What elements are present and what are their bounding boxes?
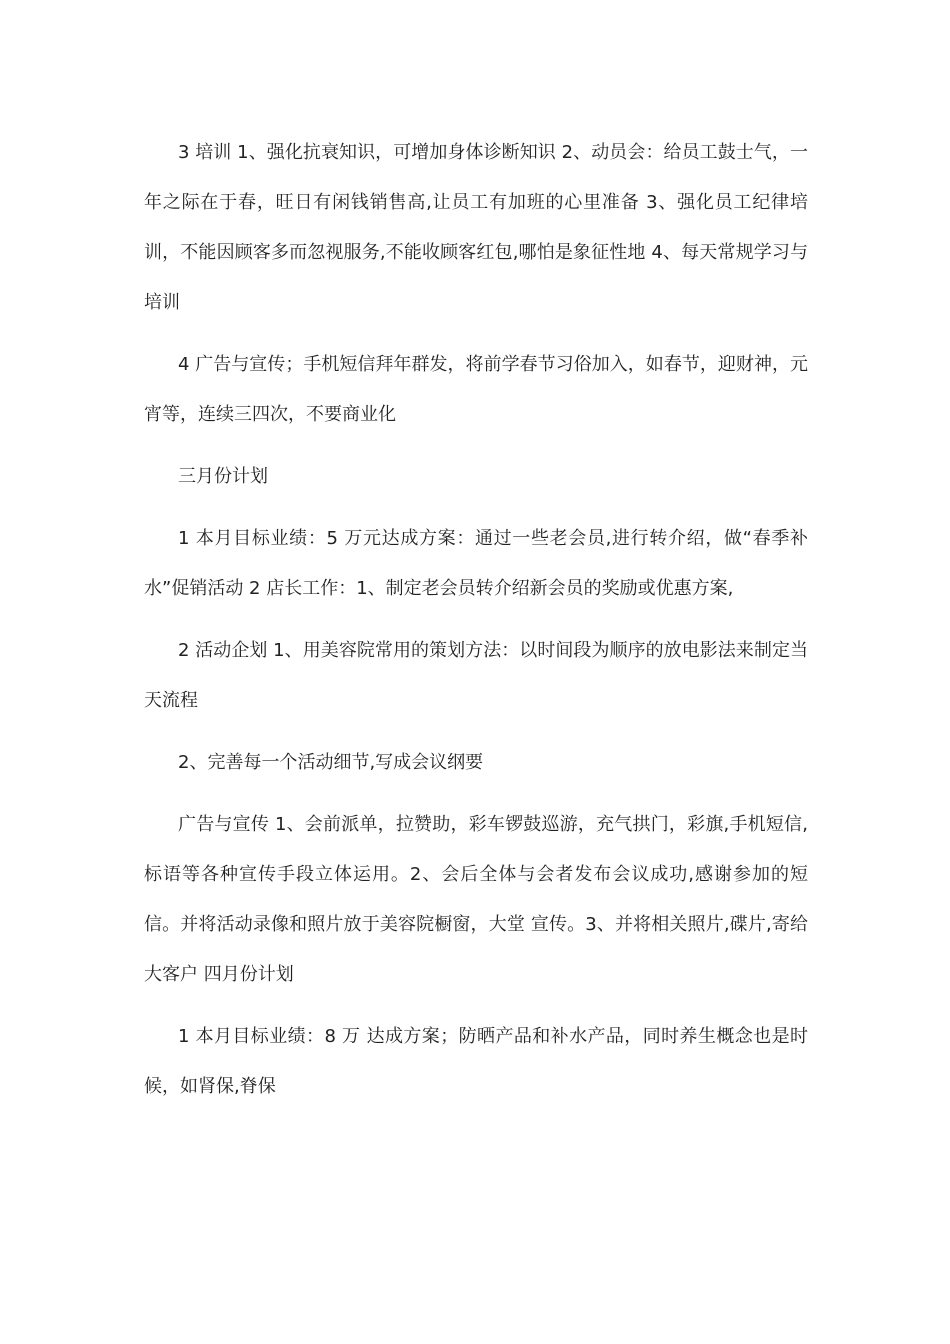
paragraph-event-details: 2、完善每一个活动细节,写成会议纲要	[178, 752, 484, 773]
paragraph-advertising: 4 广告与宣传；手机短信拜年群发，将前学春节习俗加入，如春节，迎财神，元宵等，连续三四次，不要商业化	[144, 354, 808, 425]
paragraph-march-target: 1 本月目标业绩：5 万元达成方案：通过一些老会员,进行转介绍，做“春季补水”促销活动 2 店长工作：1、制定老会员转介绍新会员的奖励或优惠方案,	[144, 528, 808, 599]
heading-march-plan: 三月份计划	[178, 466, 268, 487]
document-body	[144, 128, 808, 1124]
paragraph-event-planning: 2 活动企划 1、用美容院常用的策划方法：以时间段为顺序的放电影法来制定当天流程	[144, 640, 808, 711]
paragraph-april-target: 1 本月目标业绩：8 万 达成方案；防晒产品和补水产品，同时养生概念也是时候，如肾保,脊保	[144, 1026, 808, 1097]
paragraph-promotion: 广告与宣传 1、会前派单，拉赞助，彩车锣鼓巡游，充气拱门，彩旗,手机短信,标语等各种宣传手段立体运用。2、会后全体与会者发布会议成功,感谢参加的短信。并将活动录像和照片放于美容院橱窗，大堂 宣传。3、并将相关照片,碟片,寄给大客户 四月份计划	[144, 814, 808, 985]
paragraph-training: 3 培训 1、强化抗衰知识，可增加身体诊断知识 2、动员会：给员工鼓士气，一年之际在于春，旺日有闲钱销售高,让员工有加班的心里准备 3、强化员工纪律培训，不能因顾客多而忽视服务,不能收顾客红包,哪怕是象征性地 4、每天常规学习与培训	[144, 142, 808, 313]
